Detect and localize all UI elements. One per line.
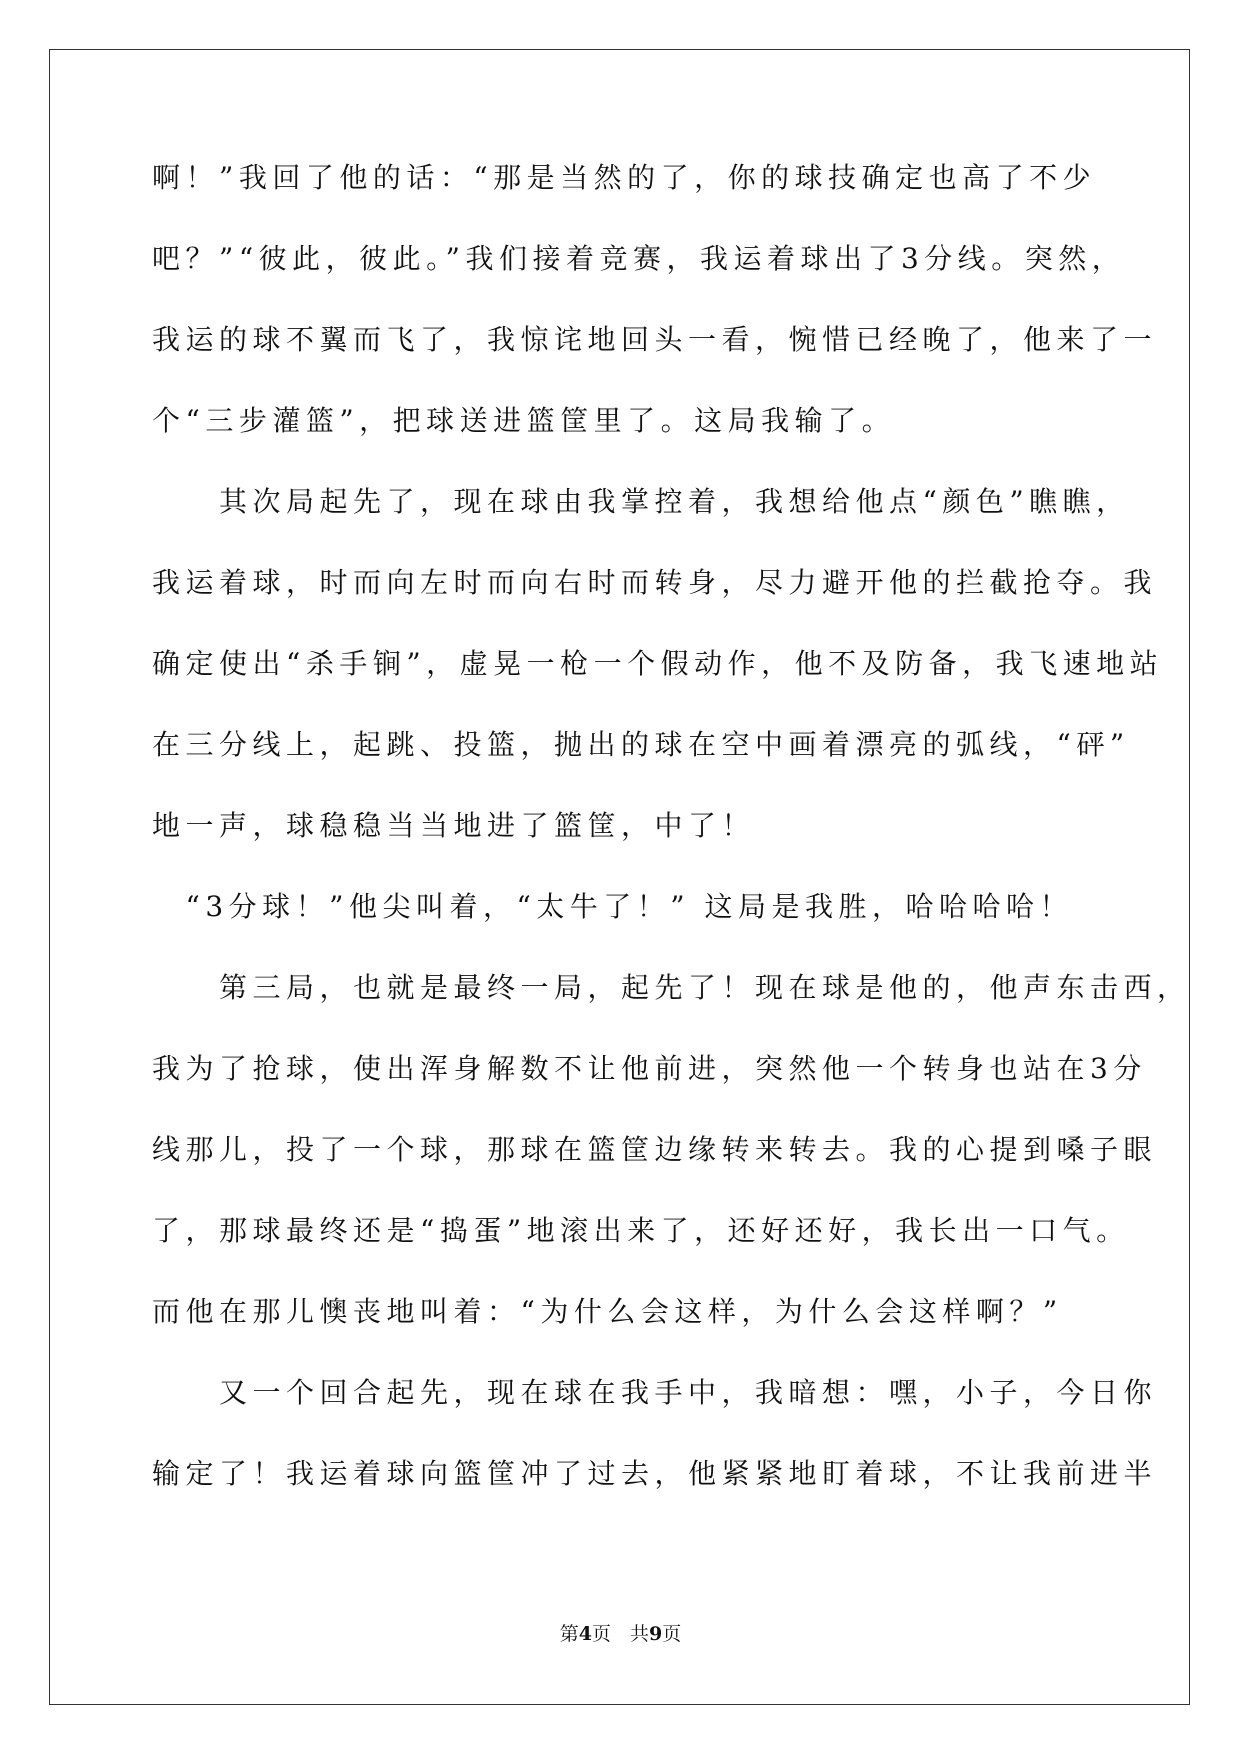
text-line: 地一声，球稳稳当当地进了篮筐，中了！ (152, 809, 756, 842)
text-line: “3分球！”他尖叫着，“太牛了！” 这局是我胜，哈哈哈哈！ (152, 890, 1073, 923)
footer-prefix: 第 (559, 1623, 579, 1645)
text-line: 我运着球，时而向左时而向右时而转身，尽力避开他的拦截抢夺。我 (152, 566, 1158, 599)
text-line: 第三局，也就是最终一局，起先了！现在球是他的，他声东击西， (152, 971, 1191, 1004)
current-page-number: 4 (578, 1623, 592, 1645)
total-page-number: 9 (649, 1623, 663, 1645)
text-line: 我运的球不翼而飞了，我惊诧地回头一看，惋惜已经晚了，他来了一 (152, 323, 1158, 356)
text-line: 确定使出“杀手锏”，虚晃一枪一个假动作，他不及防备，我飞速地站 (152, 647, 1164, 680)
text-line: 输定了！我运着球向篮筐冲了过去，他紧紧地盯着球，不让我前进半 (152, 1457, 1158, 1490)
text-line: 我为了抢球，使出浑身解数不让他前进，突然他一个转身也站在3分 (152, 1052, 1147, 1085)
text-line: 而他在那儿懊丧地叫着：“为什么会这样，为什么会这样啊？” (152, 1295, 1063, 1328)
text-line: 啊！”我回了他的话：“那是当然的了，你的球技确定也高了不少 (152, 161, 1097, 194)
text-line: 个“三步灌篮”，把球送进篮筐里了。这局我输了。 (152, 404, 896, 437)
text-line: 线那儿，投了一个球，那球在篮筐边缘转来转去。我的心提到嗓子眼 (152, 1133, 1158, 1166)
text-line: 了，那球最终还是“捣蛋”地滚出来了，还好还好，我长出一口气。 (152, 1214, 1130, 1247)
text-line: 其次局起先了，现在球由我掌控着，我想给他点“颜色”瞧瞧， (152, 485, 1130, 518)
text-line: 吧？”“彼此，彼此。”我们接着竞赛，我运着球出了3分线。突然， (152, 242, 1126, 275)
footer-middle: 页 共 (591, 1623, 649, 1645)
footer-suffix: 页 (662, 1623, 682, 1645)
text-line: 在三分线上，起跳、投篮，抛出的球在空中画着漂亮的弧线，“砰” (152, 728, 1130, 761)
page-footer (0, 1621, 1241, 1647)
text-line: 又一个回合起先，现在球在我手中，我暗想：嘿，小子，今日你 (152, 1376, 1158, 1409)
